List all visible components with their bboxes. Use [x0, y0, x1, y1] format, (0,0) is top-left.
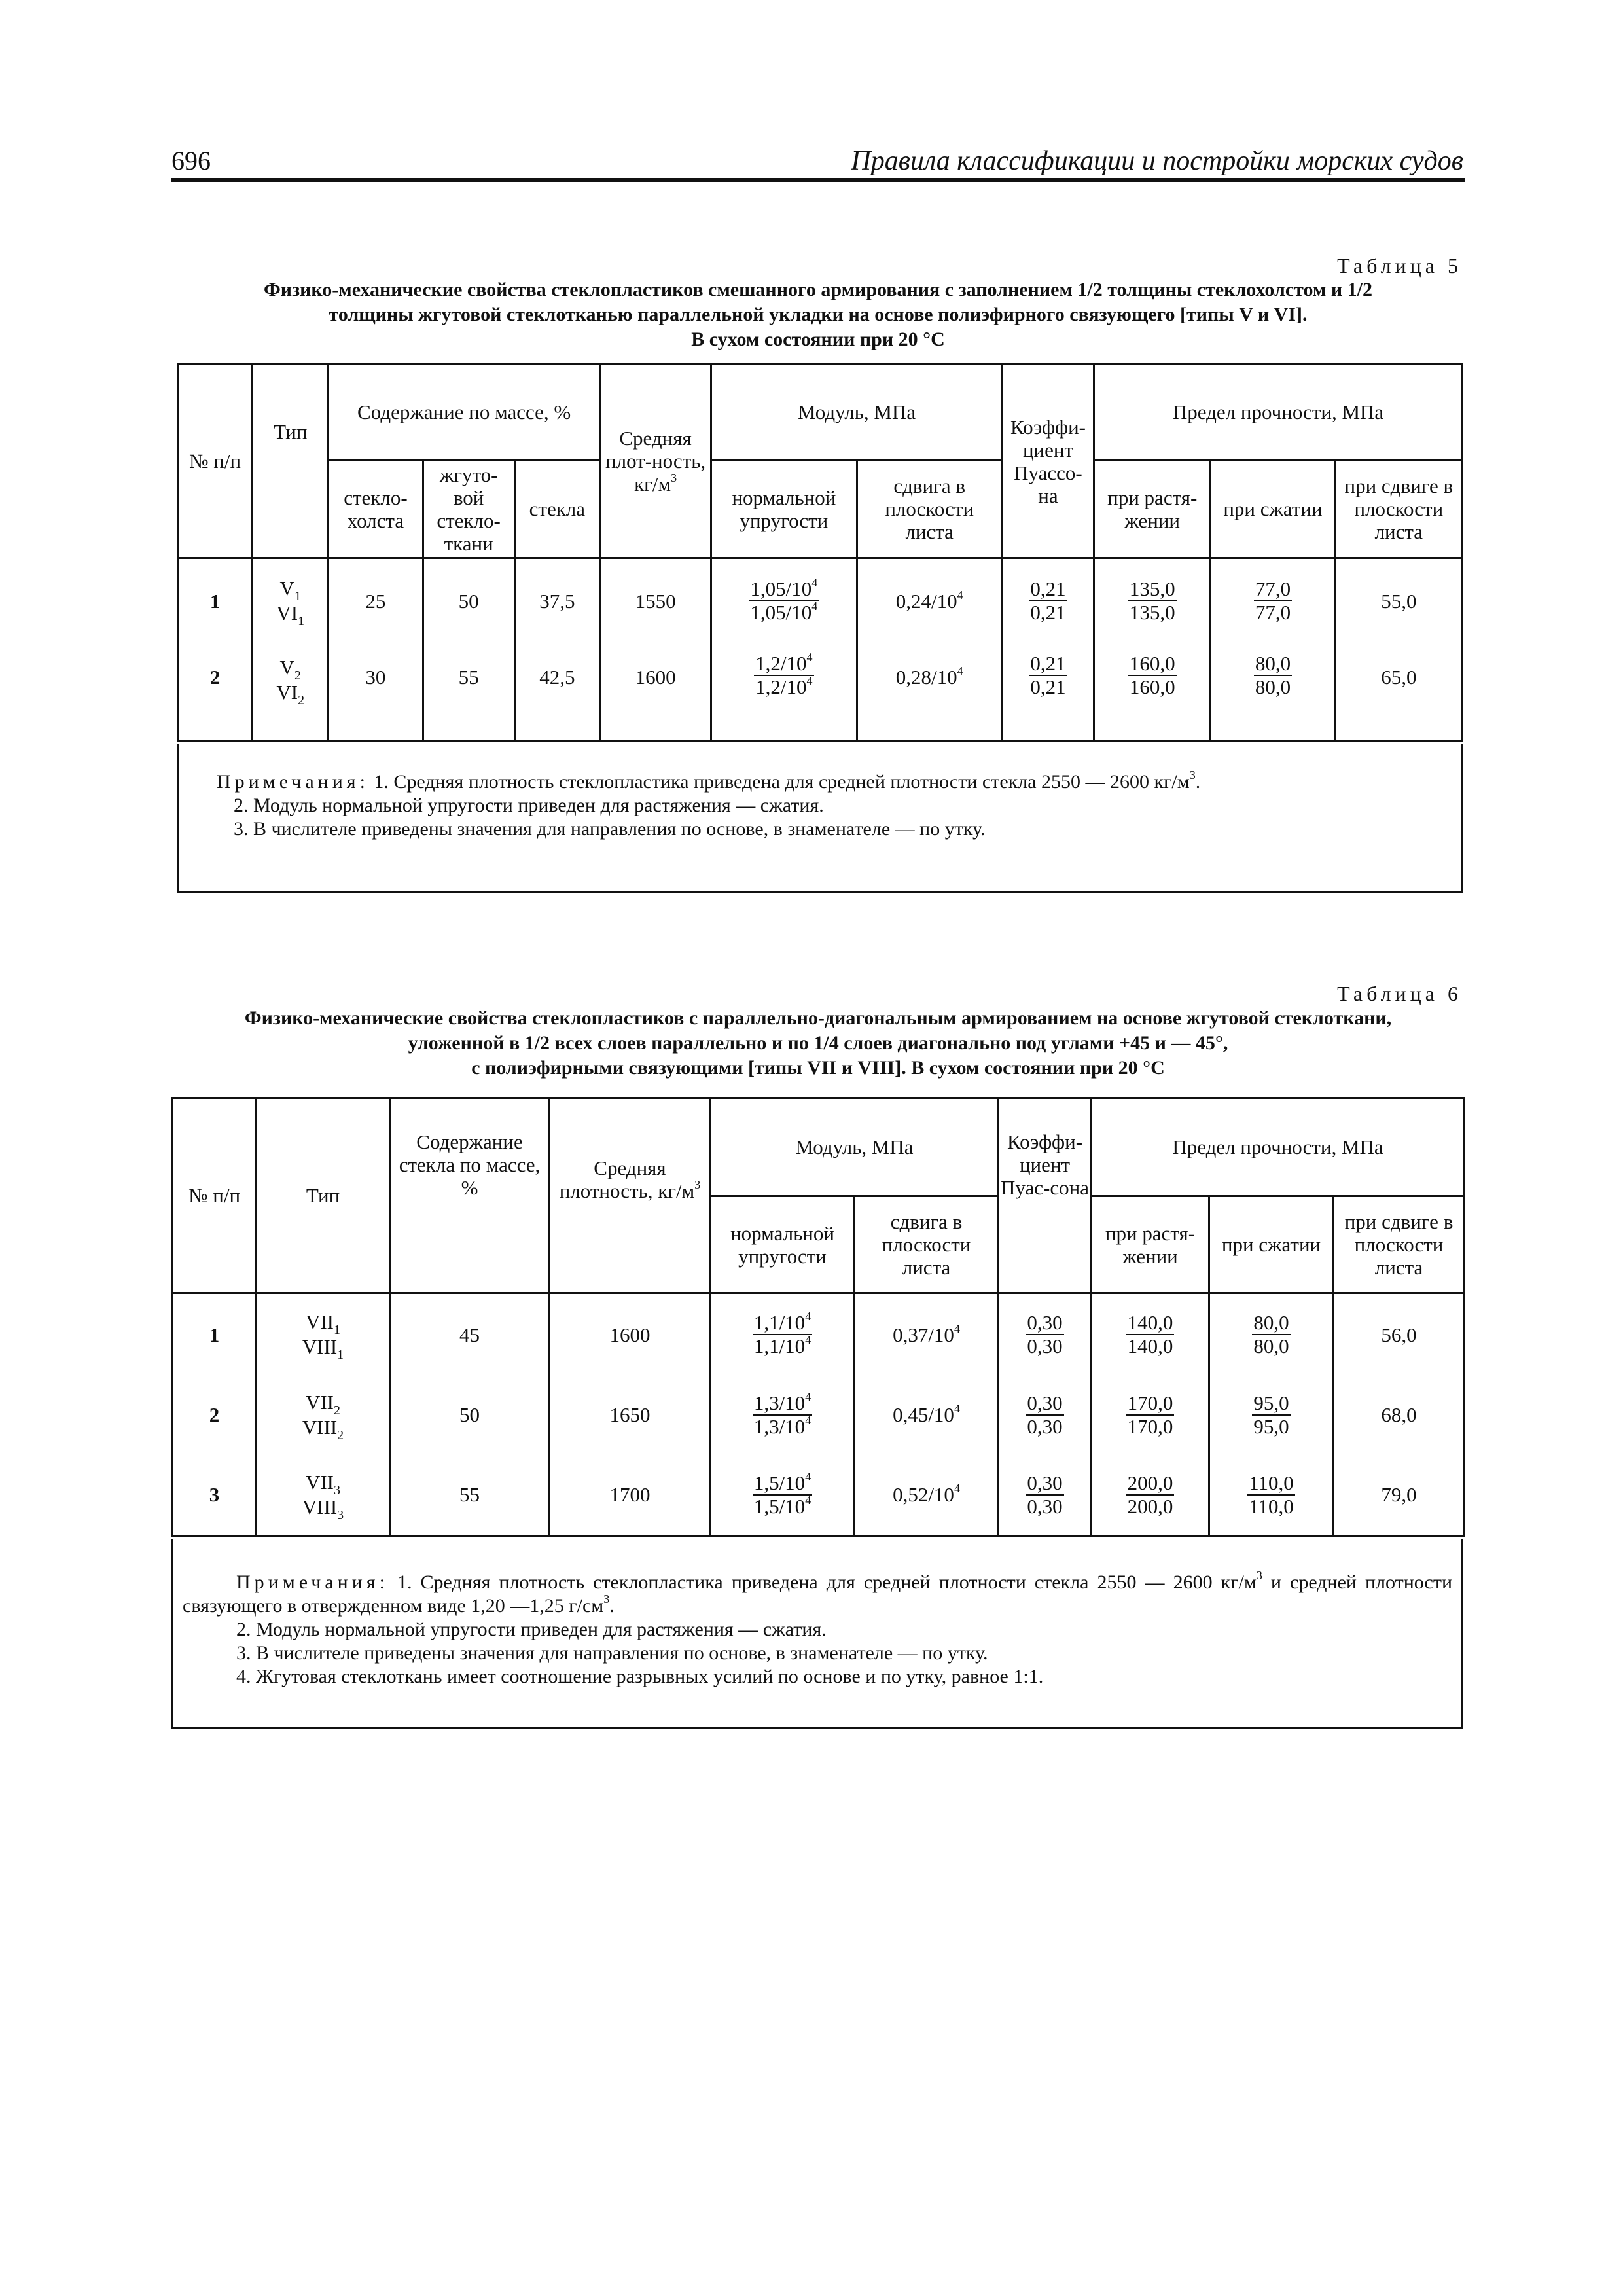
t6-r3-tension-num: 200,0 [1127, 1471, 1173, 1494]
t5-head-content-roving: жгуто-вой стекло-ткани [423, 460, 514, 558]
t5-r2-poisson-den: 0,21 [1030, 675, 1066, 698]
t6-r3-compression [1209, 1454, 1334, 1537]
t5-r1-type-bottom: VI [276, 601, 298, 625]
t6-r2-poisson-den: 0,30 [1027, 1414, 1063, 1438]
t6-r3-mod-shear [855, 1454, 999, 1537]
t6-r2-compression-num: 95,0 [1253, 1391, 1289, 1414]
t6-r3-poisson-num: 0,30 [1027, 1471, 1063, 1494]
table6-caption-line1: Физико-механические свойства стеклопластиков с параллельно-диагональным армированием на основе жгутовой стеклоткани, [244, 1007, 1392, 1029]
t5-r1-mod-normal-num: 1,05/10 [750, 577, 812, 601]
t6-head-type: Тип [257, 1098, 390, 1293]
t5-r1-poisson [1002, 558, 1094, 643]
t5-note-1 [217, 770, 1452, 794]
t6-r2-mod-normal-den: 1,3/10 [753, 1414, 806, 1438]
t6-r2-compression-den: 95,0 [1253, 1414, 1289, 1438]
t6-r2-tension [1092, 1376, 1209, 1454]
t5-head-type: Тип [253, 365, 329, 558]
t6-r3-type-top: VII [305, 1470, 334, 1494]
t5-r2-mod-normal [711, 643, 857, 742]
t5-r1-roving: 50 [423, 558, 514, 643]
t6-r1-poisson-den: 0,30 [1027, 1335, 1063, 1358]
t5-r2-tension-den: 160,0 [1129, 675, 1175, 698]
table5-notes [177, 744, 1463, 893]
t6-r3-shear: 79,0 [1334, 1454, 1465, 1537]
t6-r1-tension [1092, 1293, 1209, 1376]
t6-r1-tension-num: 140,0 [1127, 1311, 1173, 1335]
t6-r1-compression-den: 80,0 [1253, 1335, 1289, 1358]
t6-r1-content: 45 [390, 1293, 550, 1376]
t6-r2-type-bottom: VIII [302, 1415, 338, 1439]
t5-r2-density: 1600 [599, 643, 711, 742]
t6-r2-type-top: VII [305, 1390, 334, 1414]
t5-r2-mod-normal-den: 1,2/10 [755, 675, 807, 698]
t5-note-1-end: . [1195, 771, 1201, 793]
t5-note-1-text: 1. Средняя плотность стеклопластика приведена для средней плотности стекла 2550 — 2600 кг/м [374, 771, 1190, 793]
t6-r1-mod-normal-den-exp: 4 [805, 1333, 812, 1347]
t5-r1-tension [1094, 558, 1211, 643]
t5-r2-type-top-index: 2 [294, 668, 301, 683]
t6-r1-type-bottom: VIII [302, 1335, 338, 1359]
t6-r2-content: 50 [390, 1376, 550, 1454]
page-number: 696 [171, 146, 211, 175]
t6-note-1-mid: и средней плотности связующего в отвержденном виде 1,20 —1,25 г/см [183, 1571, 1453, 1617]
t6-r1-poisson [999, 1293, 1092, 1376]
table-row [173, 1454, 1465, 1537]
t6-r3-type [257, 1454, 390, 1537]
t6-r3-type-bottom: VIII [302, 1495, 338, 1518]
t6-r2-poisson-num: 0,30 [1027, 1391, 1063, 1414]
t5-r2-mod-normal-den-exp: 4 [806, 673, 813, 687]
table6-caption-line3: с полиэфирными связующими [типы VII и VIII]. В сухом состоянии при 20 °С [471, 1057, 1165, 1079]
t5-r2-compression [1211, 643, 1335, 742]
t5-note-2: 2. Модуль нормальной упругости приведен для растяжения — сжатия. [234, 795, 824, 816]
t5-r1-mod-normal [711, 558, 857, 643]
t5-r2-mod-normal-num: 1,2/10 [755, 651, 807, 675]
table6 [171, 1097, 1465, 1537]
table6-caption-line2: уложенной в 1/2 всех слоев параллельно и по 1/4 слоев диагонально под углами +45 и — 45°, [408, 1032, 1228, 1054]
t6-r1-mod-shear-value: 0,37/10 [893, 1323, 954, 1346]
t5-head-no: № п/п [178, 365, 253, 558]
t6-r2-mod-shear-value: 0,45/10 [893, 1403, 954, 1426]
t6-r2-mod-normal-num: 1,3/10 [753, 1391, 806, 1414]
t5-head-strength-shear: при сдвиге в плоскости листа [1335, 460, 1462, 558]
t6-head-modulus: Модуль, МПа [711, 1098, 999, 1196]
t6-head-no: № п/п [173, 1098, 257, 1293]
table6-caption [171, 1006, 1465, 1081]
t5-r1-no: 1 [178, 558, 253, 643]
t5-notes-heading: Примечания: [217, 771, 369, 793]
t5-r1-density: 1550 [599, 558, 711, 643]
t6-r1-density: 1600 [550, 1293, 711, 1376]
t5-r2-no: 2 [178, 643, 253, 742]
t6-head-strength: Предел прочности, МПа [1092, 1098, 1465, 1196]
t5-note-1-exp: 3 [1189, 768, 1196, 781]
t6-r2-no: 2 [173, 1376, 257, 1454]
t6-r3-mod-normal-den: 1,5/10 [753, 1494, 806, 1518]
t5-r1-shear: 55,0 [1335, 558, 1462, 643]
table5 [177, 363, 1463, 742]
t5-r1-glass: 37,5 [514, 558, 599, 643]
t5-note-3: 3. В числителе приведены значения для направления по основе, в знаменателе — по утку. [234, 818, 986, 840]
t5-r1-type [253, 558, 329, 643]
t6-note-1-exp: 3 [1256, 1569, 1262, 1582]
header-rule [171, 178, 1465, 182]
t6-head-density-exp: 3 [694, 1178, 701, 1191]
t6-r1-mod-normal-den: 1,1/10 [753, 1335, 806, 1358]
t5-r2-poisson [1002, 643, 1094, 742]
t6-r3-poisson-den: 0,30 [1027, 1494, 1063, 1518]
t6-head-strength-compression: при сжатии [1209, 1196, 1334, 1293]
t5-r1-mod-normal-den: 1,05/10 [750, 601, 812, 624]
t5-r1-type-top: V [279, 577, 294, 600]
t5-r1-mod-normal-num-exp: 4 [812, 576, 818, 590]
t5-head-density-label: Средняя плот-ность, кг/м [605, 427, 706, 495]
t6-r1-type-top-index: 1 [334, 1323, 341, 1338]
table5-label: Таблица 5 [1337, 254, 1462, 278]
t5-r1-type-top-index: 1 [294, 589, 301, 604]
t6-r3-mod-normal-num: 1,5/10 [753, 1471, 806, 1494]
t6-r3-poisson [999, 1454, 1092, 1537]
t6-r1-compression-num: 80,0 [1253, 1311, 1289, 1335]
t5-head-content-glass: стекла [514, 460, 599, 558]
t6-r2-tension-num: 170,0 [1127, 1391, 1173, 1414]
table5-caption-line3: В сухом состоянии при 20 °С [691, 329, 945, 350]
t6-r2-poisson [999, 1376, 1092, 1454]
t5-r2-roving: 55 [423, 643, 514, 742]
table-row [178, 558, 1463, 643]
t6-r2-density: 1650 [550, 1376, 711, 1454]
t6-r2-type-bottom-index: 2 [337, 1427, 344, 1443]
t5-r2-tension [1094, 643, 1211, 742]
t5-r1-type-bottom-index: 1 [298, 614, 305, 629]
t6-note-1 [183, 1571, 1452, 1618]
t6-notes-heading: Примечания: [236, 1571, 389, 1593]
t5-head-strength-compression: при сжатии [1211, 460, 1335, 558]
t6-head-density [550, 1098, 711, 1293]
t6-r3-mod-shear-value: 0,52/10 [893, 1483, 954, 1507]
t5-r1-mod-shear-value: 0,24/10 [895, 589, 957, 613]
t5-r1-mod-normal-den-exp: 4 [812, 600, 818, 613]
t6-r1-mod-normal-num-exp: 4 [805, 1310, 812, 1323]
t6-head-modulus-shear: сдвига в плоскости листа [855, 1196, 999, 1293]
t6-r3-no: 3 [173, 1454, 257, 1537]
t5-r2-mod-normal-num-exp: 4 [806, 650, 813, 664]
t5-r2-mod-shear [857, 643, 1002, 742]
t6-r1-tension-den: 140,0 [1127, 1335, 1173, 1358]
t6-r3-mod-normal [711, 1454, 855, 1537]
t5-r1-tension-num: 135,0 [1129, 577, 1175, 601]
t6-r3-compression-num: 110,0 [1249, 1471, 1294, 1494]
t6-r1-mod-normal [711, 1293, 855, 1376]
t6-r1-mod-normal-num: 1,1/10 [753, 1311, 806, 1335]
t5-head-density [599, 365, 711, 558]
t5-r2-glass: 42,5 [514, 643, 599, 742]
t6-r2-shear: 68,0 [1334, 1376, 1465, 1454]
t6-r3-mod-normal-den-exp: 4 [805, 1493, 812, 1507]
t6-head-content: Содержание стекла по массе, % [390, 1098, 550, 1293]
t6-r2-type-top-index: 2 [334, 1403, 341, 1418]
t6-note-1-exp2: 3 [603, 1592, 610, 1605]
t5-r1-compression-den: 77,0 [1255, 601, 1291, 624]
t6-r3-mod-shear-exp: 4 [954, 1482, 960, 1496]
t6-r2-mod-shear-exp: 4 [954, 1402, 960, 1415]
t5-head-poisson: Коэффи-циент Пуассо-на [1002, 365, 1094, 558]
table-row [173, 1376, 1465, 1454]
t6-r2-mod-normal [711, 1376, 855, 1454]
t6-head-density-label: Средняя плотность, кг/м [559, 1157, 695, 1202]
t6-note-2: 2. Модуль нормальной упругости приведен для растяжения — сжатия. [236, 1619, 827, 1640]
t6-r2-compression [1209, 1376, 1334, 1454]
t6-r1-mod-shear [855, 1293, 999, 1376]
table5-caption [171, 278, 1465, 352]
t5-r1-poisson-num: 0,21 [1030, 577, 1066, 601]
t6-r3-type-bottom-index: 3 [337, 1507, 344, 1522]
t5-r2-type [253, 643, 329, 742]
t5-r2-mod-shear-exp: 4 [957, 664, 963, 677]
t5-r1-tension-den: 135,0 [1129, 601, 1175, 624]
t5-head-strength: Предел прочности, МПа [1094, 365, 1463, 460]
t5-r1-compression [1211, 558, 1335, 643]
table-row [173, 1293, 1465, 1376]
running-header [171, 145, 1463, 179]
t5-r2-mod-shear-value: 0,28/10 [895, 665, 957, 689]
t6-note-1-text: 1. Средняя плотность стеклопластика приведена для средней плотности стекла 2550 — 2600 кг/м [397, 1571, 1257, 1593]
t5-head-modulus: Модуль, МПа [711, 365, 1003, 460]
t6-head-poisson: Коэффи-циент Пуас-сона [999, 1098, 1092, 1293]
t5-r1-mod-shear [857, 558, 1002, 643]
t5-head-content-mat: стекло-холста [329, 460, 423, 558]
table6-label: Таблица 6 [1337, 982, 1462, 1005]
table5-caption-line2: толщины жгутовой стеклотканью параллельной укладки на основе полиэфирного связующего [типы V и VI]. [329, 304, 1308, 325]
t6-r3-tension [1092, 1454, 1209, 1537]
t6-note-4: 4. Жгутовая стеклоткань имеет соотношение разрывных усилий по основе и по утку, равное 1:1. [236, 1666, 1044, 1687]
t6-r1-no: 1 [173, 1293, 257, 1376]
t5-r2-type-bottom-index: 2 [298, 692, 305, 708]
t6-r1-mod-shear-exp: 4 [954, 1321, 960, 1335]
t6-note-3: 3. В числителе приведены значения для направления по основе, в знаменателе — по утку. [236, 1642, 988, 1664]
t6-r1-poisson-num: 0,30 [1027, 1311, 1063, 1335]
t5-r2-poisson-num: 0,21 [1030, 651, 1066, 675]
t5-r2-compression-num: 80,0 [1255, 651, 1291, 675]
t6-r2-type [257, 1376, 390, 1454]
t5-r1-compression-num: 77,0 [1255, 577, 1291, 601]
t5-head-modulus-shear: сдвига в плоскости листа [857, 460, 1002, 558]
t5-r2-compression-den: 80,0 [1255, 675, 1291, 698]
running-title: Правила классификации и постройки морских судов [851, 146, 1463, 176]
t6-r1-compression [1209, 1293, 1334, 1376]
t6-note-1-end: . [609, 1595, 615, 1617]
t6-r1-type-top: VII [305, 1310, 334, 1334]
t6-r3-density: 1700 [550, 1454, 711, 1537]
t5-r2-type-bottom: VI [276, 680, 298, 704]
t5-r2-tension-num: 160,0 [1129, 651, 1175, 675]
t5-head-density-exp: 3 [671, 471, 677, 484]
t6-r1-type-bottom-index: 1 [337, 1348, 344, 1363]
t6-r3-tension-den: 200,0 [1127, 1494, 1173, 1518]
t5-head-modulus-normal: нормальной упругости [711, 460, 857, 558]
t6-r1-shear: 56,0 [1334, 1293, 1465, 1376]
t6-r3-type-top-index: 3 [334, 1482, 341, 1498]
table-row [178, 643, 1463, 742]
t5-r1-mod-shear-exp: 4 [957, 588, 963, 601]
t6-r2-mod-normal-den-exp: 4 [805, 1413, 812, 1427]
t5-r2-shear: 65,0 [1335, 643, 1462, 742]
t6-r1-type [257, 1293, 390, 1376]
t6-head-modulus-normal: нормальной упругости [711, 1196, 855, 1293]
t6-r3-compression-den: 110,0 [1249, 1494, 1294, 1518]
t6-r3-content: 55 [390, 1454, 550, 1537]
t6-head-strength-tension: при растя-жении [1092, 1196, 1209, 1293]
t6-r3-mod-normal-num-exp: 4 [805, 1469, 812, 1483]
t6-r2-tension-den: 170,0 [1127, 1414, 1173, 1438]
t5-head-strength-tension: при растя-жении [1094, 460, 1211, 558]
t5-head-content: Содержание по массе, % [329, 365, 600, 460]
t5-r2-type-top: V [279, 655, 294, 679]
table5-caption-line1: Физико-механические свойства стеклопластиков смешанного армирования с заполнением 1/2 толщины стеклохолстом и 1/2 [264, 279, 1372, 300]
t5-r2-mat: 30 [329, 643, 423, 742]
t5-r1-mat: 25 [329, 558, 423, 643]
t6-r2-mod-shear [855, 1376, 999, 1454]
t5-r1-poisson-den: 0,21 [1030, 601, 1066, 624]
t6-head-strength-shear: при сдвиге в плоскости листа [1334, 1196, 1465, 1293]
t6-r2-mod-normal-num-exp: 4 [805, 1390, 812, 1403]
table6-notes [171, 1539, 1463, 1729]
